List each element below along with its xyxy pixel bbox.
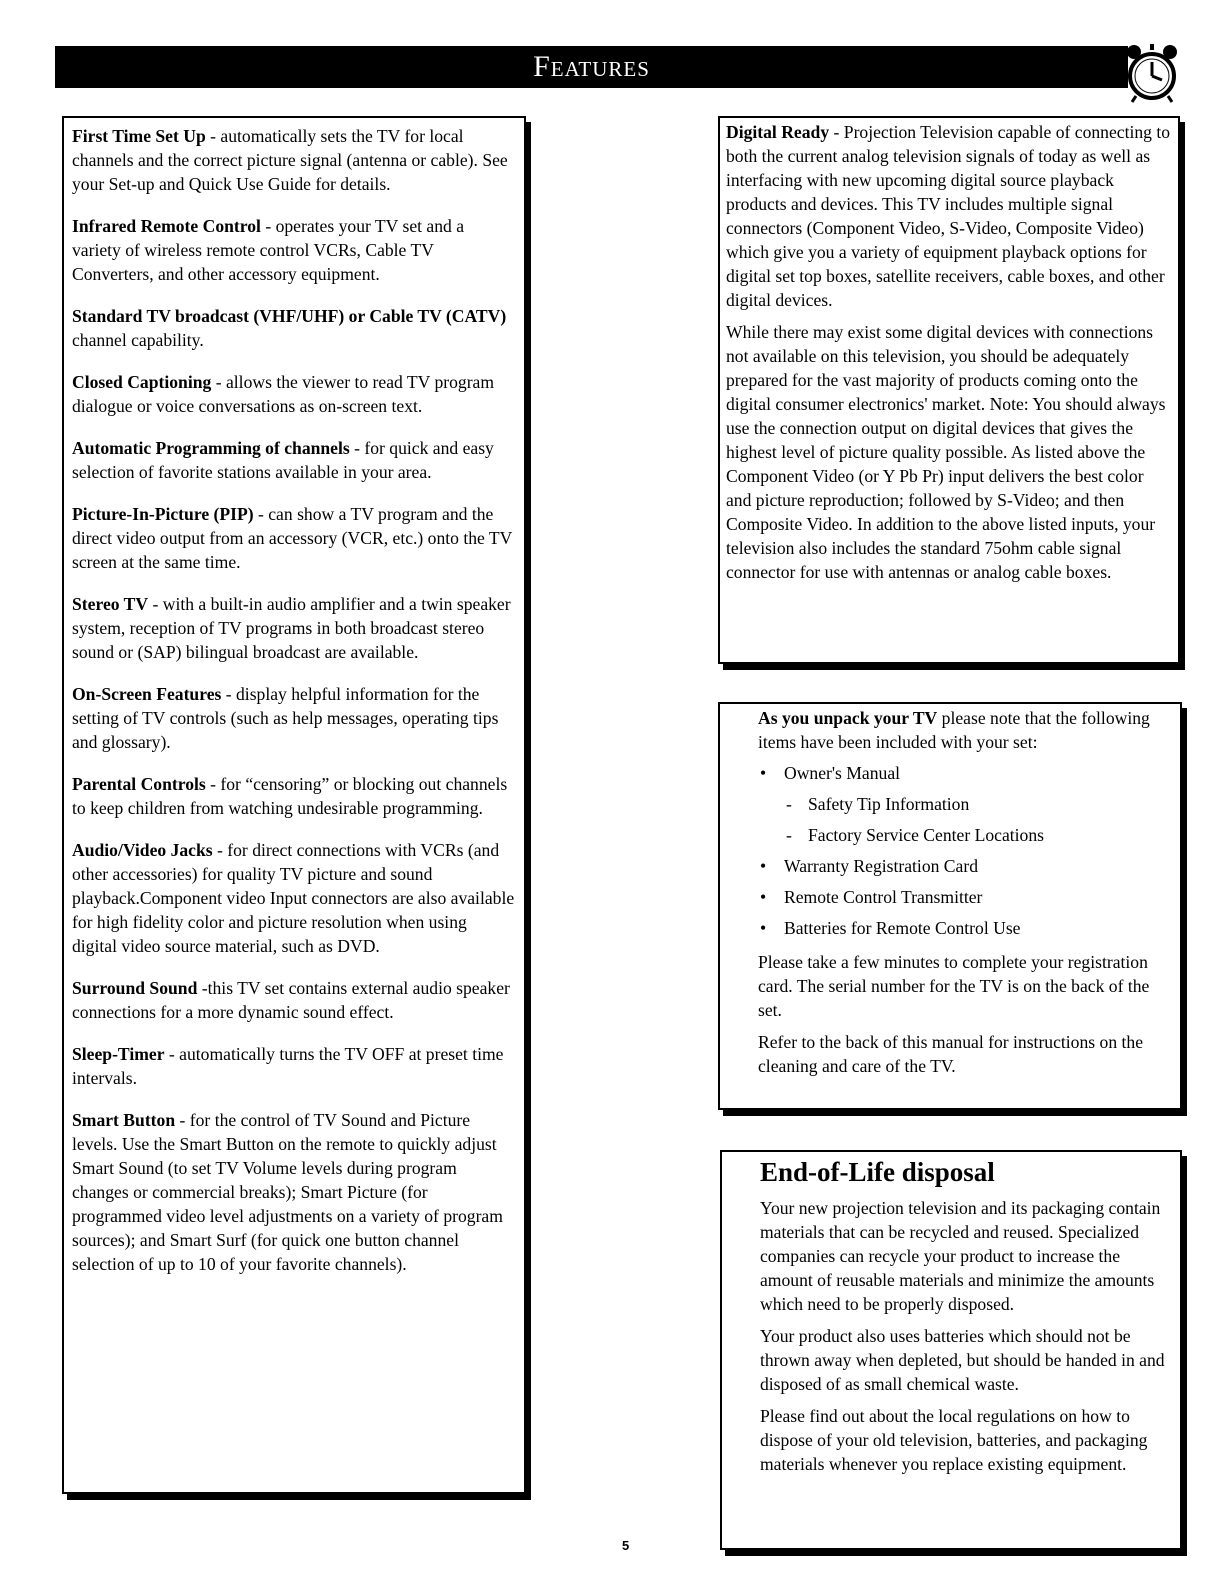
feature-item bbox=[72, 124, 516, 196]
included-item: • Remote Control Transmitter bbox=[758, 882, 1172, 913]
digital-ready-paragraph bbox=[726, 120, 1172, 312]
feature-term: Smart Button bbox=[72, 1110, 176, 1130]
feature-item bbox=[72, 976, 516, 1024]
feature-term: Audio/Video Jacks bbox=[72, 840, 213, 860]
feature-item bbox=[72, 838, 516, 958]
features-list-box bbox=[62, 116, 526, 1494]
included-item: • Owner's Manual bbox=[758, 758, 1172, 789]
feature-term: Parental Controls bbox=[72, 774, 206, 794]
feature-term: Picture-In-Picture (PIP) bbox=[72, 504, 254, 524]
page-title: Features bbox=[533, 50, 650, 83]
feature-description: - with a built-in audio amplifier and a twin speaker system, reception of TV programs in both broadcast stereo sound or (SAP) bilingual broadcast are available. bbox=[72, 594, 511, 662]
feature-item bbox=[72, 370, 516, 418]
feature-description: - display helpful information for the setting of TV controls (such as help messages, operating tips and glossary). bbox=[72, 684, 499, 752]
feature-description: - operates your TV set and a variety of wireless remote control VCRs, Cable TV Converters, and other accessory equipment. bbox=[72, 216, 465, 284]
digital-ready-description: - Projection Television capable of connecting to both the current analog television signals of today as well as interfacing with new upcoming digital source playback products and devices. This TV includes multiple signal connectors (Component Video, S-Video, Composite Video) which give you a variety of equipment playback options for digital set top boxes, satellite receivers, cable boxes, and other digital devices. bbox=[726, 122, 1171, 310]
included-item: • Warranty Registration Card bbox=[758, 851, 1172, 882]
digital-ready-box bbox=[718, 116, 1180, 664]
recycling-paragraph: Your new projection television and its packaging contain materials that can be recycled and reused. Specialized companies can recycle your product to increase the amount of reusable materials and minimize the amounts which need to be properly disposed. bbox=[760, 1198, 1161, 1314]
feature-term: Surround Sound bbox=[72, 978, 198, 998]
feature-description: - for the control of TV Sound and Picture levels. Use the Smart Button on the remote to quickly adjust Smart Sound (to set TV Volume levels during program changes or commercial breaks); Smart Picture (for programmed video level adjustments on a variety of program sources); and Smart Surf (for quick one button channel selection of up to 10 of your favorite channels). bbox=[72, 1110, 503, 1274]
feature-term: On-Screen Features bbox=[72, 684, 222, 704]
feature-description: - automatically turns the TV OFF at preset time intervals. bbox=[72, 1044, 504, 1088]
feature-description: - for “censoring” or blocking out channels to keep children from watching undesirable programming. bbox=[72, 774, 508, 818]
registration-note: Please take a few minutes to complete your registration card. The serial number for the TV is on the back of the set. bbox=[758, 952, 1150, 1020]
feature-description: - allows the viewer to read TV program dialogue or voice conversations as on-screen text. bbox=[72, 372, 495, 416]
batteries-paragraph: Your product also uses batteries which should not be thrown away when depleted, but should be handed in and disposed of as small chemical waste. bbox=[760, 1326, 1165, 1394]
feature-term: Closed Captioning bbox=[72, 372, 212, 392]
feature-term: Standard TV broadcast (VHF/UHF) or Cable TV (CATV) bbox=[72, 306, 507, 326]
feature-item bbox=[72, 592, 516, 664]
digital-ready-term: Digital Ready bbox=[726, 122, 830, 142]
feature-term: Automatic Programming of channels bbox=[72, 438, 350, 458]
feature-term: Sleep-Timer bbox=[72, 1044, 165, 1064]
unpack-box bbox=[718, 702, 1182, 1110]
included-item: • Batteries for Remote Control Use bbox=[758, 913, 1172, 944]
features-banner bbox=[55, 46, 1128, 88]
feature-item bbox=[72, 304, 516, 352]
feature-description: - automatically sets the TV for local channels and the correct picture signal (antenna or cable). See your Set-up and Quick Use Guide for details. bbox=[72, 126, 508, 194]
feature-description: channel capability. bbox=[72, 330, 204, 350]
page-number: 5 bbox=[622, 1538, 630, 1553]
feature-item bbox=[72, 436, 516, 484]
unpack-intro bbox=[758, 706, 1172, 754]
included-sub-item: - Safety Tip Information bbox=[758, 789, 1172, 820]
feature-item bbox=[72, 772, 516, 820]
end-of-life-box bbox=[720, 1150, 1182, 1550]
unpack-intro-text: please note that the following items have been included with your set: bbox=[758, 708, 1150, 752]
feature-description: - can show a TV program and the direct video output from an accessory (VCR, etc.) onto the TV screen at the same time. bbox=[72, 504, 513, 572]
alarm-clock-icon bbox=[1120, 40, 1184, 104]
feature-item bbox=[72, 682, 516, 754]
feature-item bbox=[72, 1042, 516, 1090]
feature-item bbox=[72, 502, 516, 574]
feature-term: Infrared Remote Control bbox=[72, 216, 261, 236]
feature-term: Stereo TV bbox=[72, 594, 149, 614]
feature-description: - for quick and easy selection of favorite stations available in your area. bbox=[72, 438, 494, 482]
included-items-list bbox=[758, 758, 1172, 944]
feature-term: First Time Set Up bbox=[72, 126, 206, 146]
feature-description: - for direct connections with VCRs (and other accessories) for quality TV picture and sound playback.Component video Input connectors are also available for high fidelity color and picture resolution when using digital video source material, such as DVD. bbox=[72, 840, 515, 956]
included-sub-item: - Factory Service Center Locations bbox=[758, 820, 1172, 851]
feature-item bbox=[72, 214, 516, 286]
end-of-life-heading: End-of-Life disposal bbox=[760, 1157, 995, 1187]
unpack-term: As you unpack your TV bbox=[758, 708, 938, 728]
care-note: Refer to the back of this manual for instructions on the cleaning and care of the TV. bbox=[758, 1032, 1144, 1076]
feature-description: -this TV set contains external audio speaker connections for a more dynamic sound effect. bbox=[72, 978, 510, 1022]
digital-ready-note: While there may exist some digital devices with connections not available on this television, you should be adequately prepared for the vast majority of products coming onto the digital consumer electronics' market. Note: You should always use the connection output on digital devices that gives the highest level of picture quality possible. As listed above the Component Video (or Y Pb Pr) input delivers the best color and picture reproduction; followed by S-Video; and then Composite Video. In addition to the above listed inputs, your television also includes the standard 75ohm cable signal connector for use with antennas or analog cable boxes. bbox=[726, 322, 1166, 582]
regulations-paragraph: Please find out about the local regulations on how to dispose of your old television, batteries, and packaging materials whenever you replace existing equipment. bbox=[760, 1406, 1148, 1474]
feature-item bbox=[72, 1108, 516, 1276]
